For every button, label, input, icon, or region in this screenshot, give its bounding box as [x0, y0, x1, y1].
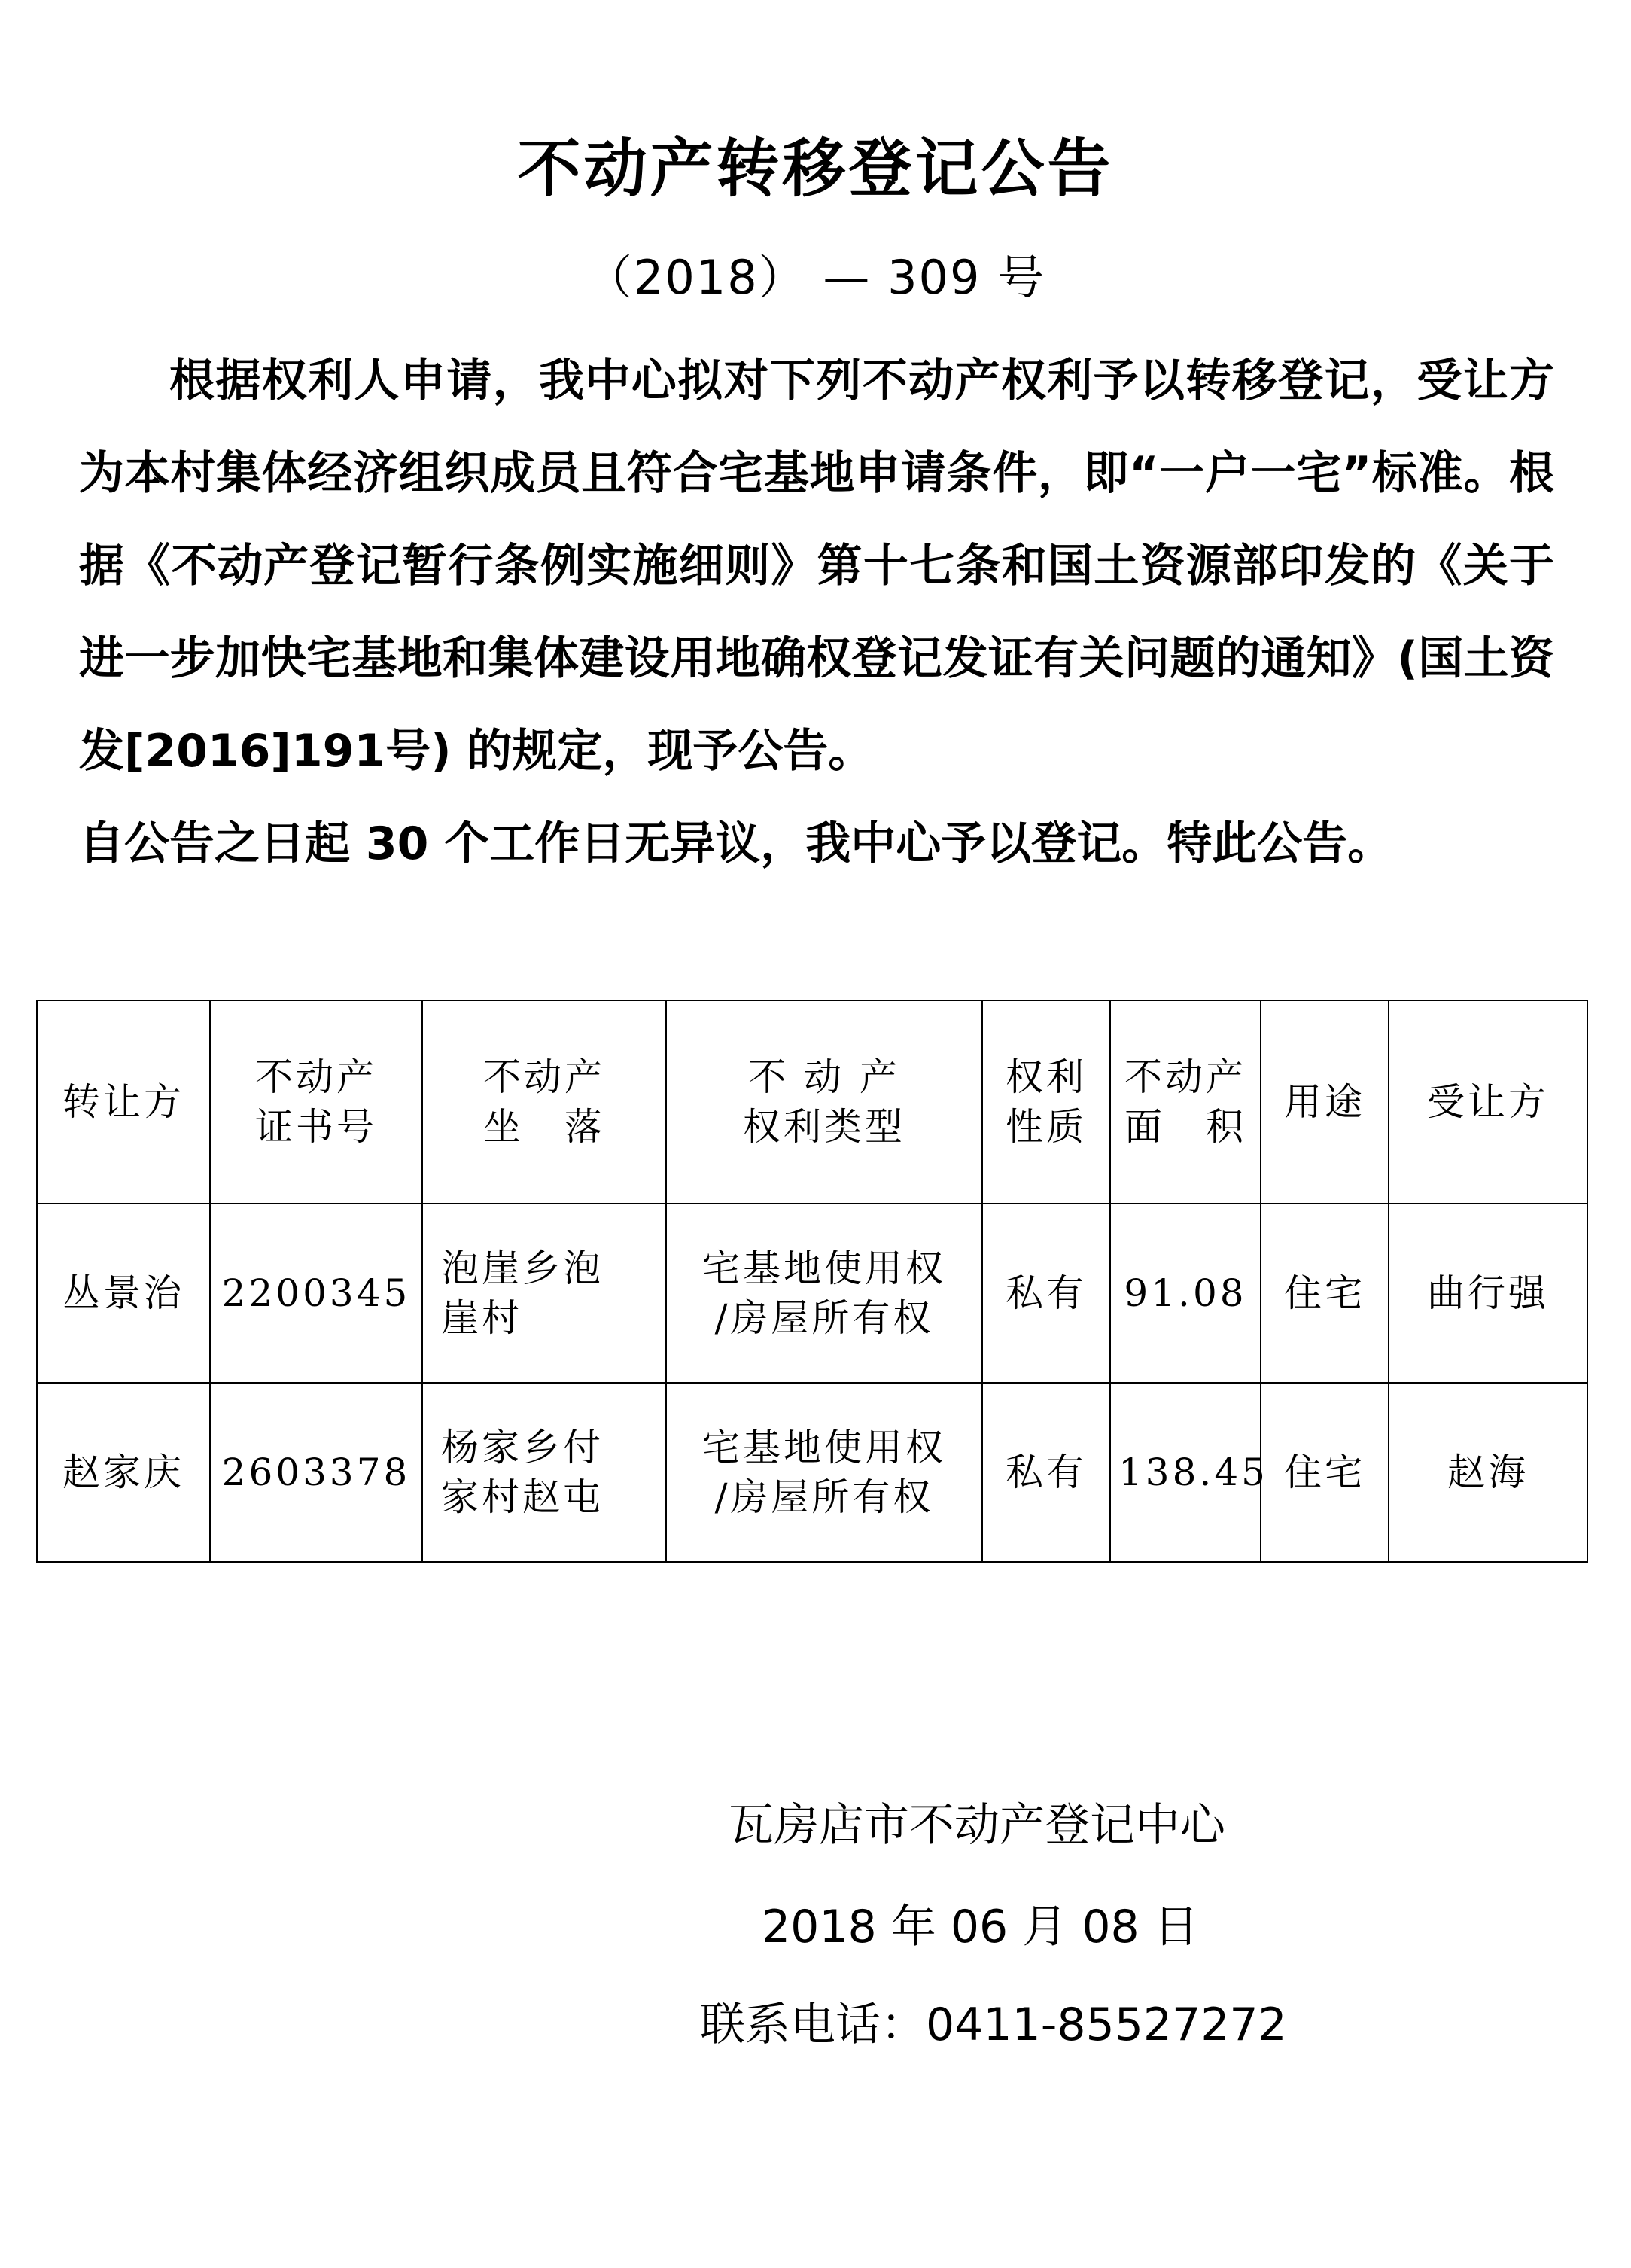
cell-location: 泡崖乡泡 崖村 — [422, 1204, 666, 1383]
cell-usage: 住宅 — [1261, 1383, 1389, 1562]
cell-transferee: 赵海 — [1389, 1383, 1587, 1562]
cell-location: 杨家乡付 家村赵屯 — [422, 1383, 666, 1562]
cell-usage: 住宅 — [1261, 1204, 1389, 1383]
signature-date: 2018 年 06 月 08 日 — [762, 1901, 1199, 1953]
cell-nature: 私有 — [982, 1204, 1110, 1383]
notice-title: 不动产转移登记公告 — [517, 132, 1114, 205]
header-certificate-no: 不动产 证书号 — [210, 1000, 422, 1204]
cell-right-type: 宅基地使用权 /房屋所有权 — [666, 1383, 982, 1562]
transfer-records-table — [36, 1000, 1588, 1563]
header-location: 不动产 坐 落 — [422, 1000, 666, 1204]
cell-transferor: 丛景治 — [37, 1204, 210, 1383]
signature-phone: 联系电话：0411-85527272 — [700, 1999, 1287, 2051]
cell-certificate-no: 2603378 — [210, 1383, 422, 1562]
cell-area: 138.45 — [1110, 1383, 1261, 1562]
table-row — [37, 1383, 1587, 1562]
notice-closing: 自公告之日起 30 个工作日无异议，我中心予以登记。特此公告。 — [79, 817, 1393, 870]
notice-paragraph: 根据权利人申请，我中心拟对下列不动产权利予以转移登记，受让方为本村集体经济组织成员且符合宅基地申请条件，即“一户一宅”标准。根据《不动产登记暂行条例实施细则》第十七条和国土资源部印发的《关于进一步加快宅基地和集体建设用地确权登记发证有关问题的通知》(国土资发[2016]191号) 的规定，现予公告。 — [79, 355, 1554, 778]
cell-certificate-no: 2200345 — [210, 1204, 422, 1383]
cell-transferor: 赵家庆 — [37, 1383, 210, 1562]
table-header-row — [37, 1000, 1587, 1204]
signature-organization: 瓦房店市不动产登记中心 — [729, 1799, 1225, 1852]
header-usage: 用途 — [1261, 1000, 1389, 1204]
header-transferee: 受让方 — [1389, 1000, 1587, 1204]
cell-transferee: 曲行强 — [1389, 1204, 1587, 1383]
header-area: 不动产 面 积 — [1110, 1000, 1261, 1204]
header-right-type: 不 动 产 权利类型 — [666, 1000, 982, 1204]
header-nature: 权利 性质 — [982, 1000, 1110, 1204]
cell-area: 91.08 — [1110, 1204, 1261, 1383]
cell-nature: 私有 — [982, 1383, 1110, 1562]
cell-right-type: 宅基地使用权 /房屋所有权 — [666, 1204, 982, 1383]
table-row — [37, 1204, 1587, 1383]
notice-number: （2018） — 309 号 — [585, 250, 1046, 305]
header-transferor: 转让方 — [37, 1000, 210, 1204]
notice-body — [79, 335, 1554, 890]
